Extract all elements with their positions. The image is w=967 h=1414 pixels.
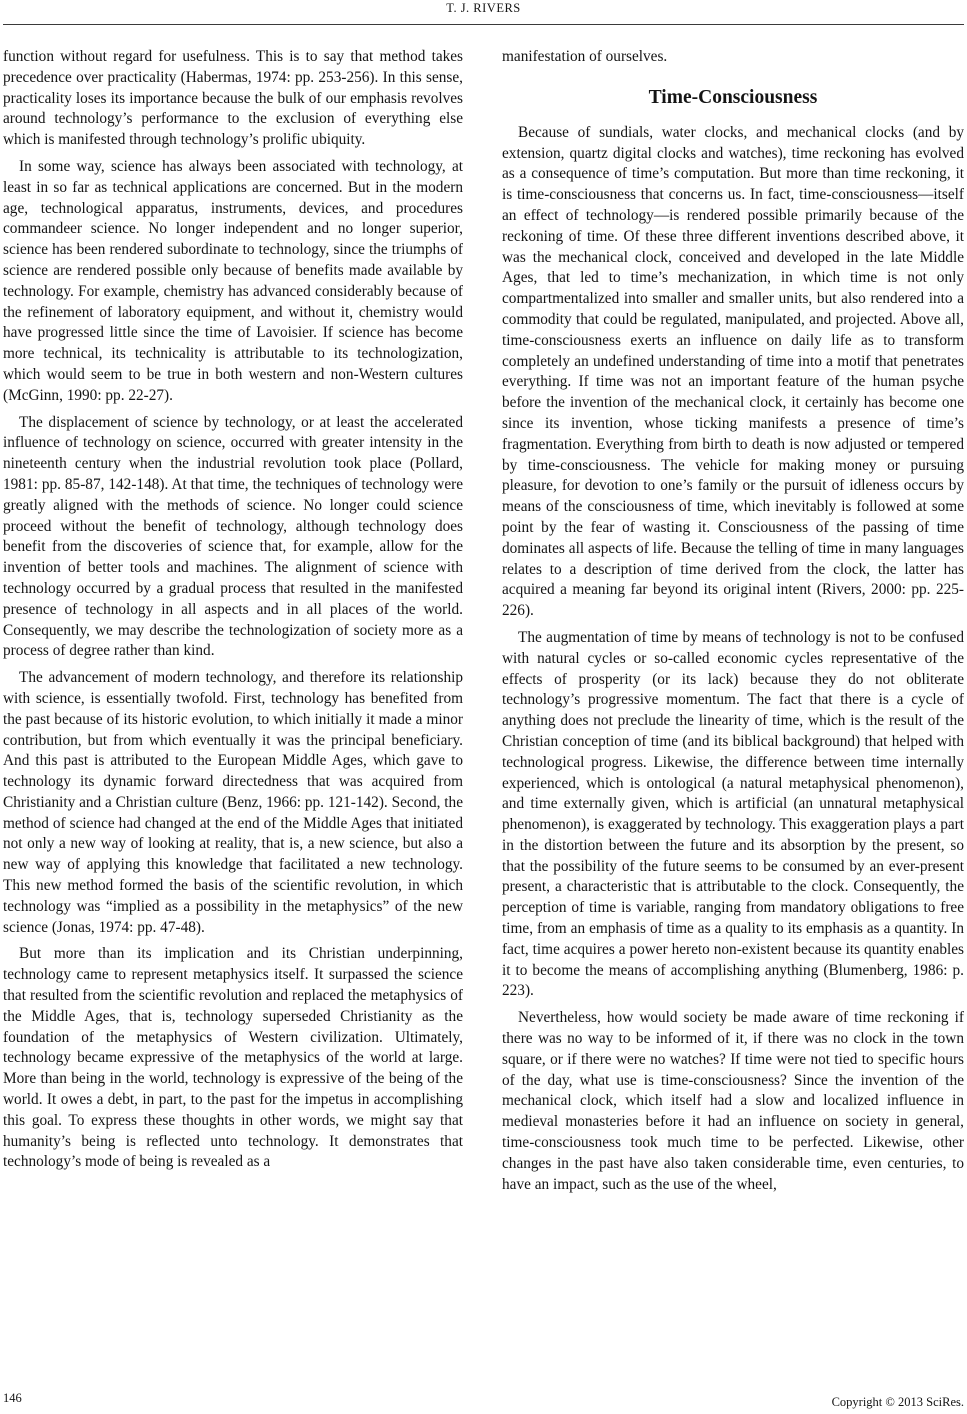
- paragraph: The displacement of science by technology, or at least the accelerated influence of technology on science, occurred with greater intensity in the nineteenth century when the industrial revolution took place (Pollard, 1981: pp. 85-87, 142-148). At that time, the techniques of technology were greatly aligned with the methods of science. No longer could science proceed without the benefit of technology, although technology does benefit from the discoveries of science that, for example, allow for the invention of better tools and machines. The alignment of science with technology occurred by a gradual process that resulted in the manifested presence of technology in all aspects and in all places of the world. Consequently, we may describe the technologization of society more as a process of degree rather than kind.: [3, 413, 463, 660]
- copyright-notice: Copyright © 2013 SciRes.: [831, 1395, 964, 1409]
- paragraph: The advancement of modern technology, and therefore its relationship with science, is essentially twofold. First, technology has benefited from the past because of its historic evolution, to which initially it made a minor contribution, but from which eventually it was the principal beneficiary. And this past is attributed to the European Middle Ages, which gave to technology its dynamic forward directedness that was acquired from Christianity and a Christian culture (Benz, 1966: pp. 121-142). Second, the method of science had changed at the end of the Middle Ages that initiated not only a new way of looking at reality, that is, a new science, but also a new way of applying this knowledge that facilitated a new technology. This new method formed the basis of the scientific revolution, in which technology was “implied as a possibility in the metaphysics” of the new science (Jonas, 1974: pp. 47-48).: [3, 669, 463, 936]
- paragraph: But more than its implication and its Christian underpinning, technology came to represent metaphysics itself. It surpassed the science that resulted from the scientific revolution and replaced the metaphysics of the Middle Ages, that is, technology superseded Christianity as the foundation of the metaphysics of Western civilization. Ultimately, technology became expressive of the metaphysics of the world at large. More than being in the world, technology is expressive of the being of the world. It owes a debt, in part, to the past for the impetus in accomplishing this goal. To express these thoughts in other words, we might say that humanity’s being is reflected unto technology. It demonstrates that technology’s mode of being is revealed as a: [3, 945, 463, 1171]
- left-column: [3, 47, 463, 1179]
- right-column: [502, 47, 964, 1201]
- section-heading: Time-Consciousness: [648, 86, 818, 108]
- paragraph: function without regard for usefulness. This is to say that method takes precedence over practicality (Habermas, 1974: pp. 253-256). In this sense, practicality loses its importance because the bulk of our emphasis revolves around technology’s performance to the exclusion of everything else which is manifested through technology’s prolific ubiquity.: [3, 48, 463, 149]
- running-head: T. J. RIVERS: [446, 1, 521, 15]
- paragraph: The augmentation of time by means of technology is not to be confused with natural cycles or so-called economic cycles representative of the effects of prosperity (or its lack) because they do not obliterate technology’s progressive momentum. The fact that there is a cycle of anything does not preclude the linearity of time, which is the result of the Christian conception of time (and its biblical background) that helped with technological progress. Likewise, the difference between time internally experienced, which is ontological (a natural metaphysical phenomenon), and time externally given, which is artificial (an unnatural metaphysical phenomenon), is exaggerated by technology. This exaggeration plays a part in the distortion between the future and its absorption by the present, so that the possibility of the future seems to be consumed by an ever-present present, a characteristic that is attributable to the clock. Consequently, the perception of time is variable, ranging from mandatory obligations to free time, from an emphasis of time as a quality to its emphasis as a quantity. In fact, time acquires a power hereto non-existent because its quantity enables it to become the means of accomplishing anything (Blumenberg, 1986: p. 223).: [502, 628, 964, 1000]
- page-number: 146: [3, 1391, 22, 1405]
- paragraph: Because of sundials, water clocks, and mechanical clocks (and by extension, quartz digital clocks and watches), time reckoning has evolved as a consequence of time’s computation. But more than time reckoning, it is time-consciousness that concerns us. In fact, time-consciousness—itself an effect of technology—is rendered possible primarily because of the reckoning of time. Of these three different inventions described above, it was the mechanical clock, conceived and developed in the late Middle Ages, that led to time’s mechanization, in which time is not only compartmentalized into smaller and smaller units, but also rendered into a commodity that could be regulated, manipulated, and projected. Above all, time-consciousness exerts an influence on daily life as to transform completely an undefined understanding of time into a motif that penetrates everything. If time was not an important feature of the human psyche before the invention of the mechanical clock, it certainly has become one since its invention, whose ticking manifests a presence of time’s fragmentation. Everything from birth to death is now adjusted or tempered by time-consciousness. The vehicle for making money or pursuing pleasure, for devotion to one’s family or the pursuit of idleness occurs by means of the consciousness of time, which inevitably is followed at some point by the fear of wasting it. Consciousness of the passing of time dominates all aspects of life. Because the telling of time in many languages relates to a description of time derived from the clock, the latter has acquired a meaning far beyond its original intent (Rivers, 2000: pp. 225-226).: [502, 123, 964, 620]
- paragraph-continuation: manifestation of ourselves.: [502, 48, 668, 65]
- paragraph: In some way, science has always been associated with technology, at least in so far as technical applications are concerned. But in the modern age, technological apparatus, instruments, devices, and procedures commandeer science. No longer independent and no longer superior, science has been rendered subordinate to technology, since the triumphs of science are rendered possible only because of benefits made available by technology. For example, chemistry has advanced considerably because of the refinement of laboratory equipment, and without it, chemistry would have progressed little since the time of Lavoisier. If science has become more technical, its technicality is attributable to its technologization, which would seem to be true in both western and non-Western cultures (McGinn, 1990: pp. 22-27).: [3, 157, 463, 404]
- header-rule: [3, 24, 964, 25]
- paragraph: Nevertheless, how would society be made aware of time reckoning if there was no way to be informed of it, if there was no clock in the town square, or if there were no watches? If time were not tied to specific hours of the day, what use is time-consciousness? Since the invention of the mechanical clock, which itself had a slow and localized influence in medieval monasteries before it had an influence on society in general, time-consciousness took much time to be perfected. Likewise, other changes in the past have also taken considerable time, even centuries, to have an impact, such as the use of the wheel,: [502, 1009, 964, 1193]
